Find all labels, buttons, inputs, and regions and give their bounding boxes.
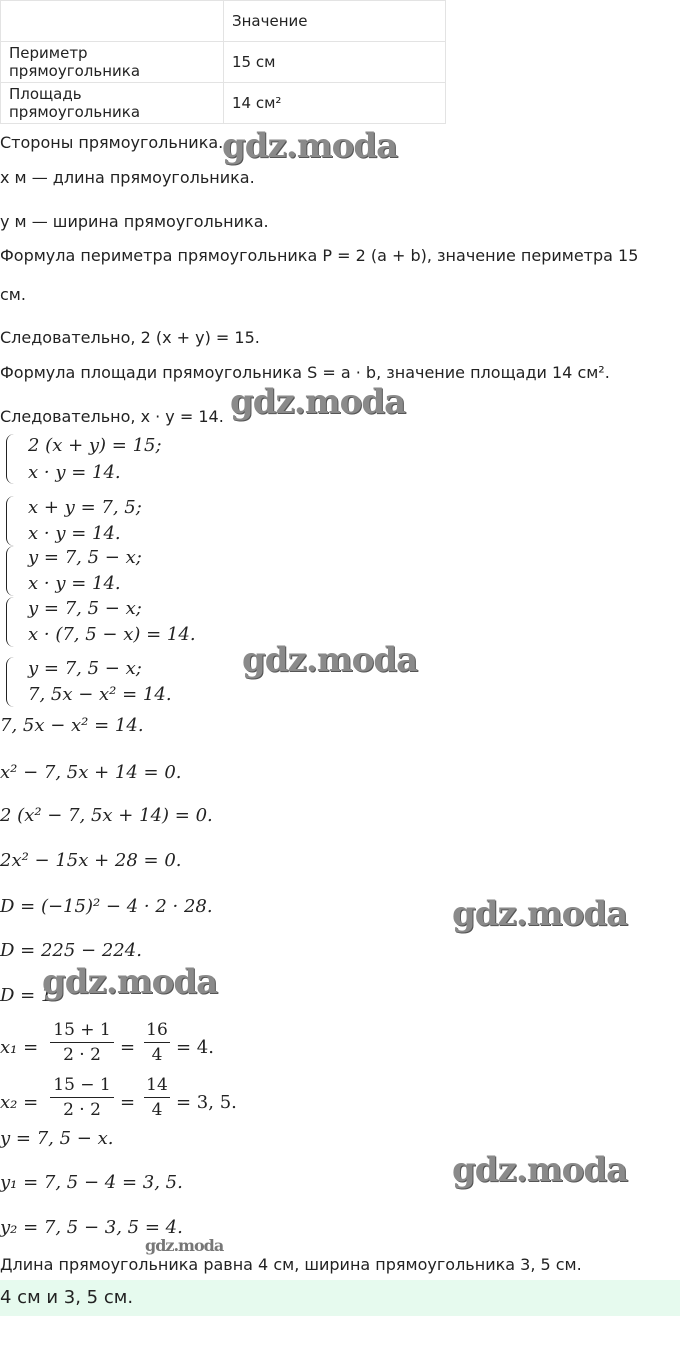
table-cell: 15 см [224,42,446,83]
x2-fraction-2 [144,1075,170,1120]
system-brace [6,657,15,707]
system-brace [6,597,15,647]
x2-numerator-2: 14 [146,1075,168,1095]
table-header-cell-1: Значение [224,1,446,42]
x1-fraction [50,1020,114,1065]
system-2-line-2: x · y = 14. [28,523,121,544]
conclusion: Длина прямоугольника равна 4 см, ширина прямоугольника 3, 5 см. [0,1255,582,1274]
system-5-line-2: 7, 5x − x² = 14. [28,684,172,705]
system-brace [6,546,15,596]
x2-fraction [50,1075,114,1120]
x2-denominator: 2 · 2 [63,1100,101,1120]
area-formula: Формула площади прямоугольника S = a · b, значение площади 14 см². [0,363,610,382]
system-3-line-2: x · y = 14. [28,573,121,594]
table-cell: Площадь прямоугольника [1,83,224,124]
system-brace [6,496,15,546]
equation-3: 2 (x² − 7, 5x + 14) = 0. [0,805,213,826]
discriminant-1: D = (−15)² − 4 · 2 · 28. [0,896,213,917]
answer-box [0,1280,680,1316]
watermark-logo: gdz.moda [222,126,398,166]
answer-text: 4 см и 3, 5 см. [0,1287,134,1308]
system-4-line-1: y = 7, 5 − x; [28,598,142,619]
values-table [0,0,446,124]
x1-lhs: x₁ = [0,1037,39,1058]
table-row [1,83,446,124]
perimeter-formula: Формула периметра прямоугольника P = 2 (a + b), значение периметра 15 [0,246,639,265]
system-2-line-1: x + y = 7, 5; [28,497,142,518]
x-definition: x м — длина прямоугольника. [0,168,255,187]
x2-result: = 3, 5. [176,1092,237,1113]
x1-equals: = [120,1037,136,1058]
x2-equals: = [120,1092,136,1113]
x1-numerator-2: 16 [146,1020,168,1040]
system-4-line-2: x · (7, 5 − x) = 14. [28,624,196,645]
system-3-line-1: y = 7, 5 − x; [28,547,142,568]
table-cell: 14 см² [224,83,446,124]
table-row [1,42,446,83]
therefore-perimeter: Следовательно, 2 (x + y) = 15. [0,328,260,347]
equation-2: x² − 7, 5x + 14 = 0. [0,762,182,783]
fraction-bar [144,1042,170,1043]
x2-numerator: 15 − 1 [53,1075,111,1095]
fraction-bar [144,1097,170,1098]
x1-fraction-2 [144,1020,170,1065]
discriminant-2: D = 225 − 224. [0,940,142,961]
watermark-logo: gdz.moda [230,382,406,422]
table-header-cell-0 [1,1,224,42]
x2-lhs: x₂ = [0,1092,39,1113]
y-expression: y = 7, 5 − x. [0,1128,114,1149]
fraction-bar [50,1042,114,1043]
x1-result: = 4. [176,1037,214,1058]
discriminant-3: D = 1. [0,985,59,1006]
y1-value: y₁ = 7, 5 − 4 = 3, 5. [0,1172,183,1193]
watermark-logo: gdz.moda [145,1236,224,1255]
watermark-logo: gdz.moda [242,640,418,680]
watermark-logo: gdz.moda [452,1150,628,1190]
system-5-line-1: y = 7, 5 − x; [28,658,142,679]
table-header-row [1,1,446,42]
system-1-line-2: x · y = 14. [28,462,121,483]
sides-heading: Стороны прямоугольника. [0,133,224,152]
equation-4: 2x² − 15x + 28 = 0. [0,850,182,871]
x2-denominator-2: 4 [151,1100,163,1120]
y-definition: y м — ширина прямоугольника. [0,212,269,231]
x1-denominator: 2 · 2 [63,1045,101,1065]
system-1-line-1: 2 (x + y) = 15; [28,435,162,456]
therefore-area: Следовательно, x · y = 14. [0,407,224,426]
x1-denominator-2: 4 [151,1045,163,1065]
system-brace [6,434,15,484]
watermark-logo: gdz.moda [42,962,218,1002]
perimeter-formula-cont: см. [0,285,26,304]
x1-numerator: 15 + 1 [53,1020,111,1040]
equation-1: 7, 5x − x² = 14. [0,715,144,736]
table-cell: Периметр прямоугольника [1,42,224,83]
watermark-logo: gdz.moda [452,894,628,934]
y2-value: y₂ = 7, 5 − 3, 5 = 4. [0,1217,183,1238]
fraction-bar [50,1097,114,1098]
